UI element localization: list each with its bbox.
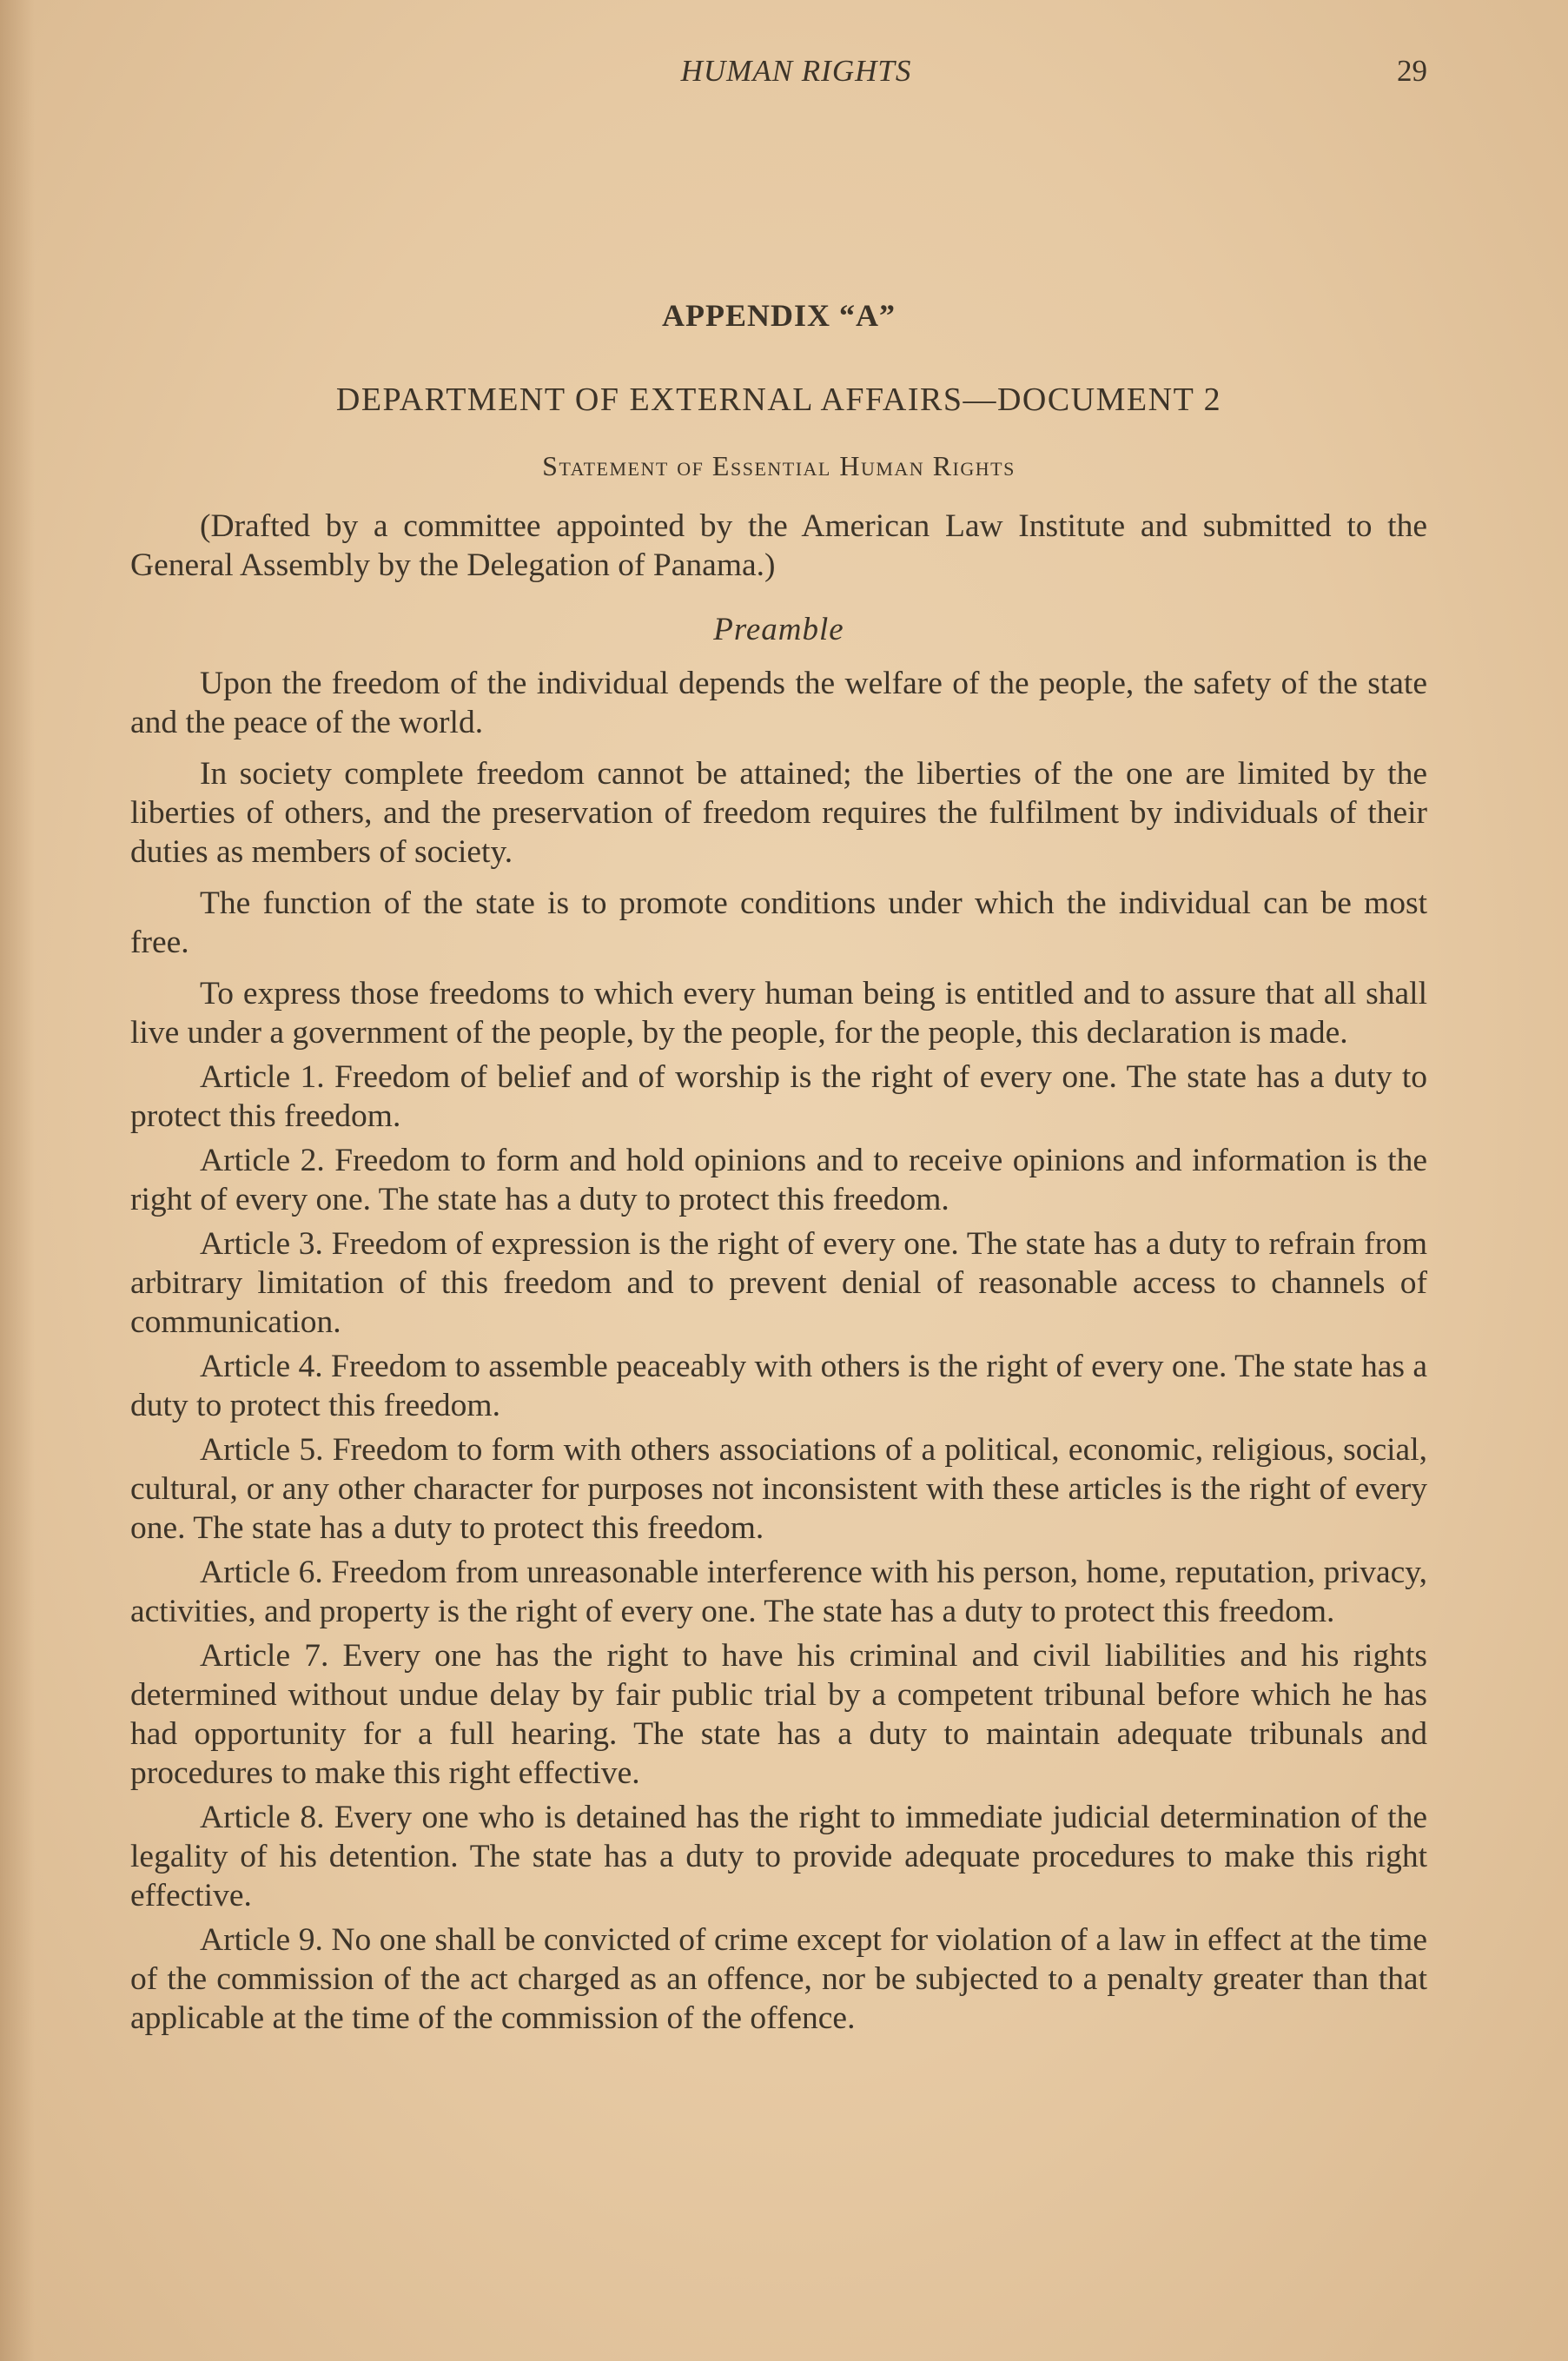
preamble-paragraph: In society complete freedom cannot be attained; the liberties of the one are limited by the liberties of others, and the preservation of freedom requires the fulfilment by individuals of their duties as members of society. xyxy=(130,756,1427,870)
preamble-paragraph: The function of the state is to promote conditions under which the individual can be most free. xyxy=(130,885,1427,960)
article-6: Article 6. Freedom from unreasonable interference with his person, home, reputation, privacy, activities, and property is the right of every one. The state has a duty to protect this freedom. xyxy=(130,1555,1427,1629)
article-1: Article 1. Freedom of belief and of worship is the right of every one. The state has a duty to protect this freedom. xyxy=(130,1059,1427,1134)
article-5: Article 5. Freedom to form with others associations of a political, economic, religious, social, cultural, or any other character for purposes not inconsistent with these articles is the right of every one. The state has a duty to protect this freedom. xyxy=(130,1432,1427,1546)
drafting-note: (Drafted by a committee appointed by the American Law Institute and submitted to the General Assembly by the Delegation of Panama.) xyxy=(130,508,1427,583)
preamble-paragraph: To express those freedoms to which every human being is entitled and to assure that all shall live under a government of the people, by the people, for the people, this declaration is made. xyxy=(130,976,1427,1051)
article-8: Article 8. Every one who is detained has the right to immediate judicial determination of the legality of his detention. The state has a duty to provide adequate procedures to make this right effective. xyxy=(130,1800,1427,1913)
article-7: Article 7. Every one has the right to have his criminal and civil liabilities and his rights determined without undue delay by fair public trial by a competent tribunal before which he has had opportunity for a full hearing. The state has a duty to maintain adequate tribunals and procedures to make this right effective. xyxy=(130,1638,1427,1791)
statement-title: Statement of Essential Human Rights xyxy=(542,450,1016,481)
document-body xyxy=(130,664,1427,2038)
running-title: HUMAN RIGHTS xyxy=(680,54,912,88)
page-number: 29 xyxy=(1397,54,1427,88)
article-2: Article 2. Freedom to form and hold opinions and to receive opinions and information is the right of every one. The state has a duty to protect this freedom. xyxy=(130,1143,1427,1217)
appendix-title: APPENDIX “A” xyxy=(662,298,896,333)
department-title: DEPARTMENT OF EXTERNAL AFFAIRS—DOCUMENT 2 xyxy=(335,381,1222,418)
preamble-heading: Preamble xyxy=(713,612,844,647)
article-3: Article 3. Freedom of expression is the right of every one. The state has a duty to refrain from arbitrary limitation of this freedom and to prevent denial of reasonable access to channels of communication. xyxy=(130,1226,1427,1340)
article-4: Article 4. Freedom to assemble peaceably with others is the right of every one. The state has a duty to protect this freedom. xyxy=(130,1349,1427,1423)
preamble-paragraph: Upon the freedom of the individual depends the welfare of the people, the safety of the state and the peace of the world. xyxy=(130,666,1427,740)
running-header xyxy=(130,54,1427,96)
article-9: Article 9. No one shall be convicted of crime except for violation of a law in effect at the time of the commission of the act charged as an offence, nor be subjected to a penalty greater than that applicable at the time of the commission of the offence. xyxy=(130,1922,1427,2036)
